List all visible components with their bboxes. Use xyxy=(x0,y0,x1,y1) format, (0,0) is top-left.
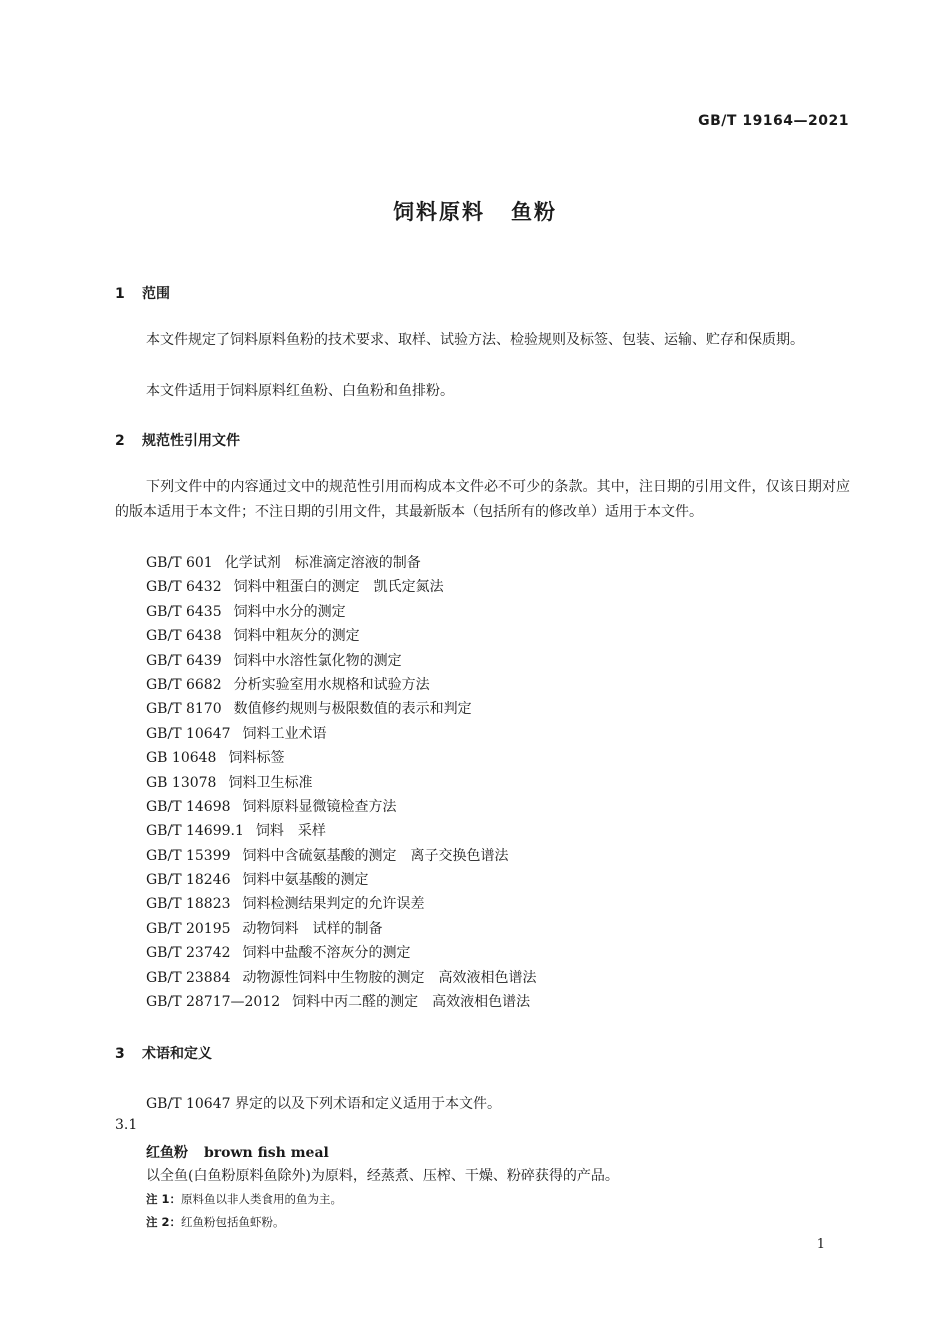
reference-code: GB/T 6439 xyxy=(146,652,222,669)
term-definition: 以全鱼(白鱼粉原料鱼除外)为原料，经蒸煮、压榨、干燥、粉碎获得的产品。 xyxy=(146,1168,619,1184)
title-part-2: 鱼粉 xyxy=(511,200,557,224)
section-number: 3 xyxy=(115,1046,125,1062)
reference-code: GB/T 6438 xyxy=(146,628,222,645)
reference-title: 数值修约规则与极限数值的表示和判定 xyxy=(233,701,472,718)
standard-code: GB/T 19164—2021 xyxy=(698,113,849,129)
reference-code: GB 10648 xyxy=(146,750,217,767)
reference-title: 饲料标签 xyxy=(228,750,285,767)
reference-title: 饲料中盐酸不溶灰分的测定 xyxy=(242,945,411,962)
reference-code: GB/T 18246 xyxy=(146,872,231,889)
section-number: 1 xyxy=(115,286,125,302)
reference-title: 动物源性饲料中生物胺的测定 高效液相色谱法 xyxy=(242,969,537,986)
reference-code: GB/T 6432 xyxy=(146,579,222,596)
page-number: 1 xyxy=(816,1237,825,1252)
reference-code: GB/T 14698 xyxy=(146,798,231,815)
reference-title: 饲料中含硫氨基酸的测定 离子交换色谱法 xyxy=(242,847,509,864)
reference-title: 化学试剂 标准滴定溶液的制备 xyxy=(224,555,421,571)
references-intro: 下列文件中的内容通过文中的规范性引用而构成本文件必不可少的条款。其中，注日期的引用文件，仅该日期对应的版本适用于本文件；不注日期的引用文件，其最新版本（包括所有的修改单）适用于本文件。 xyxy=(115,479,850,520)
reference-title: 饲料 采样 xyxy=(255,823,326,840)
reference-item xyxy=(146,722,537,746)
reference-item xyxy=(146,624,537,648)
reference-item xyxy=(146,673,537,697)
reference-title: 分析实验室用水规格和试验方法 xyxy=(233,676,430,693)
reference-title: 饲料工业术语 xyxy=(242,725,327,742)
note-label: 注 1： xyxy=(146,1192,182,1206)
reference-item xyxy=(146,868,537,892)
reference-code: GB/T 23742 xyxy=(146,945,231,962)
term-note-2 xyxy=(146,1214,285,1230)
reference-code: GB/T 28717—2012 xyxy=(146,994,281,1011)
term-english: brown fish meal xyxy=(204,1145,329,1161)
section-number: 2 xyxy=(115,433,125,449)
reference-title: 动物饲料 试样的制备 xyxy=(242,920,383,937)
scope-paragraph-1: 本文件规定了饲料原料鱼粉的技术要求、取样、试验方法、检验规则及标签、包装、运输、贮存和保质期。 xyxy=(146,332,804,348)
reference-item xyxy=(146,795,537,819)
term-entry xyxy=(146,1142,329,1162)
reference-title: 饲料中粗蛋白的测定 凯氏定氮法 xyxy=(233,579,444,596)
reference-item xyxy=(146,844,537,868)
reference-title: 饲料中氨基酸的测定 xyxy=(242,872,369,889)
reference-item xyxy=(146,771,537,795)
reference-title: 饲料原料显微镜检查方法 xyxy=(242,798,397,815)
document-title xyxy=(0,196,950,226)
section-heading-references xyxy=(115,430,240,450)
reference-title: 饲料中水溶性氯化物的测定 xyxy=(233,652,402,669)
reference-code: GB/T 18823 xyxy=(146,896,231,913)
reference-code: GB/T 6435 xyxy=(146,603,222,620)
reference-code: GB/T 20195 xyxy=(146,920,231,937)
reference-item xyxy=(146,892,537,916)
reference-title: 饲料中水分的测定 xyxy=(233,603,346,620)
reference-title: 饲料中丙二醛的测定 高效液相色谱法 xyxy=(292,994,531,1011)
reference-title: 饲料卫生标准 xyxy=(228,774,313,791)
section-title: 规范性引用文件 xyxy=(142,433,240,449)
reference-item xyxy=(146,551,537,575)
reference-code: GB/T 601 xyxy=(146,555,213,571)
reference-code: GB/T 14699.1 xyxy=(146,823,244,840)
reference-code: GB/T 10647 xyxy=(146,725,231,742)
reference-item xyxy=(146,941,537,965)
term-note-1 xyxy=(146,1191,342,1207)
section-title: 范围 xyxy=(142,286,170,302)
reference-item xyxy=(146,746,537,770)
reference-code: GB/T 15399 xyxy=(146,847,231,864)
title-part-1: 饲料原料 xyxy=(393,200,485,224)
note-text: 红鱼粉包括鱼虾粉。 xyxy=(181,1215,285,1229)
section-title: 术语和定义 xyxy=(142,1046,212,1062)
term-number: 3.1 xyxy=(115,1117,138,1133)
section-heading-scope xyxy=(115,283,170,303)
reference-item xyxy=(146,575,537,599)
reference-item xyxy=(146,917,537,941)
reference-code: GB 13078 xyxy=(146,774,217,791)
terms-intro: GB/T 10647 界定的以及下列术语和定义适用于本文件。 xyxy=(146,1096,501,1112)
reference-code: GB/T 23884 xyxy=(146,969,231,986)
term-chinese: 红鱼粉 xyxy=(146,1145,188,1161)
reference-title: 饲料检测结果判定的允许误差 xyxy=(242,896,425,913)
reference-code: GB/T 6682 xyxy=(146,676,222,693)
reference-item xyxy=(146,600,537,624)
scope-paragraph-2: 本文件适用于饲料原料红鱼粉、白鱼粉和鱼排粉。 xyxy=(146,383,454,399)
reference-item xyxy=(146,649,537,673)
reference-item xyxy=(146,966,537,990)
reference-item xyxy=(146,990,537,1014)
reference-item xyxy=(146,697,537,721)
note-text: 原料鱼以非人类食用的鱼为主。 xyxy=(181,1192,343,1206)
note-label: 注 2： xyxy=(146,1215,182,1229)
reference-item xyxy=(146,819,537,843)
reference-title: 饲料中粗灰分的测定 xyxy=(233,628,360,645)
section-heading-terms xyxy=(115,1043,212,1063)
reference-code: GB/T 8170 xyxy=(146,701,222,718)
reference-list xyxy=(146,551,537,1014)
